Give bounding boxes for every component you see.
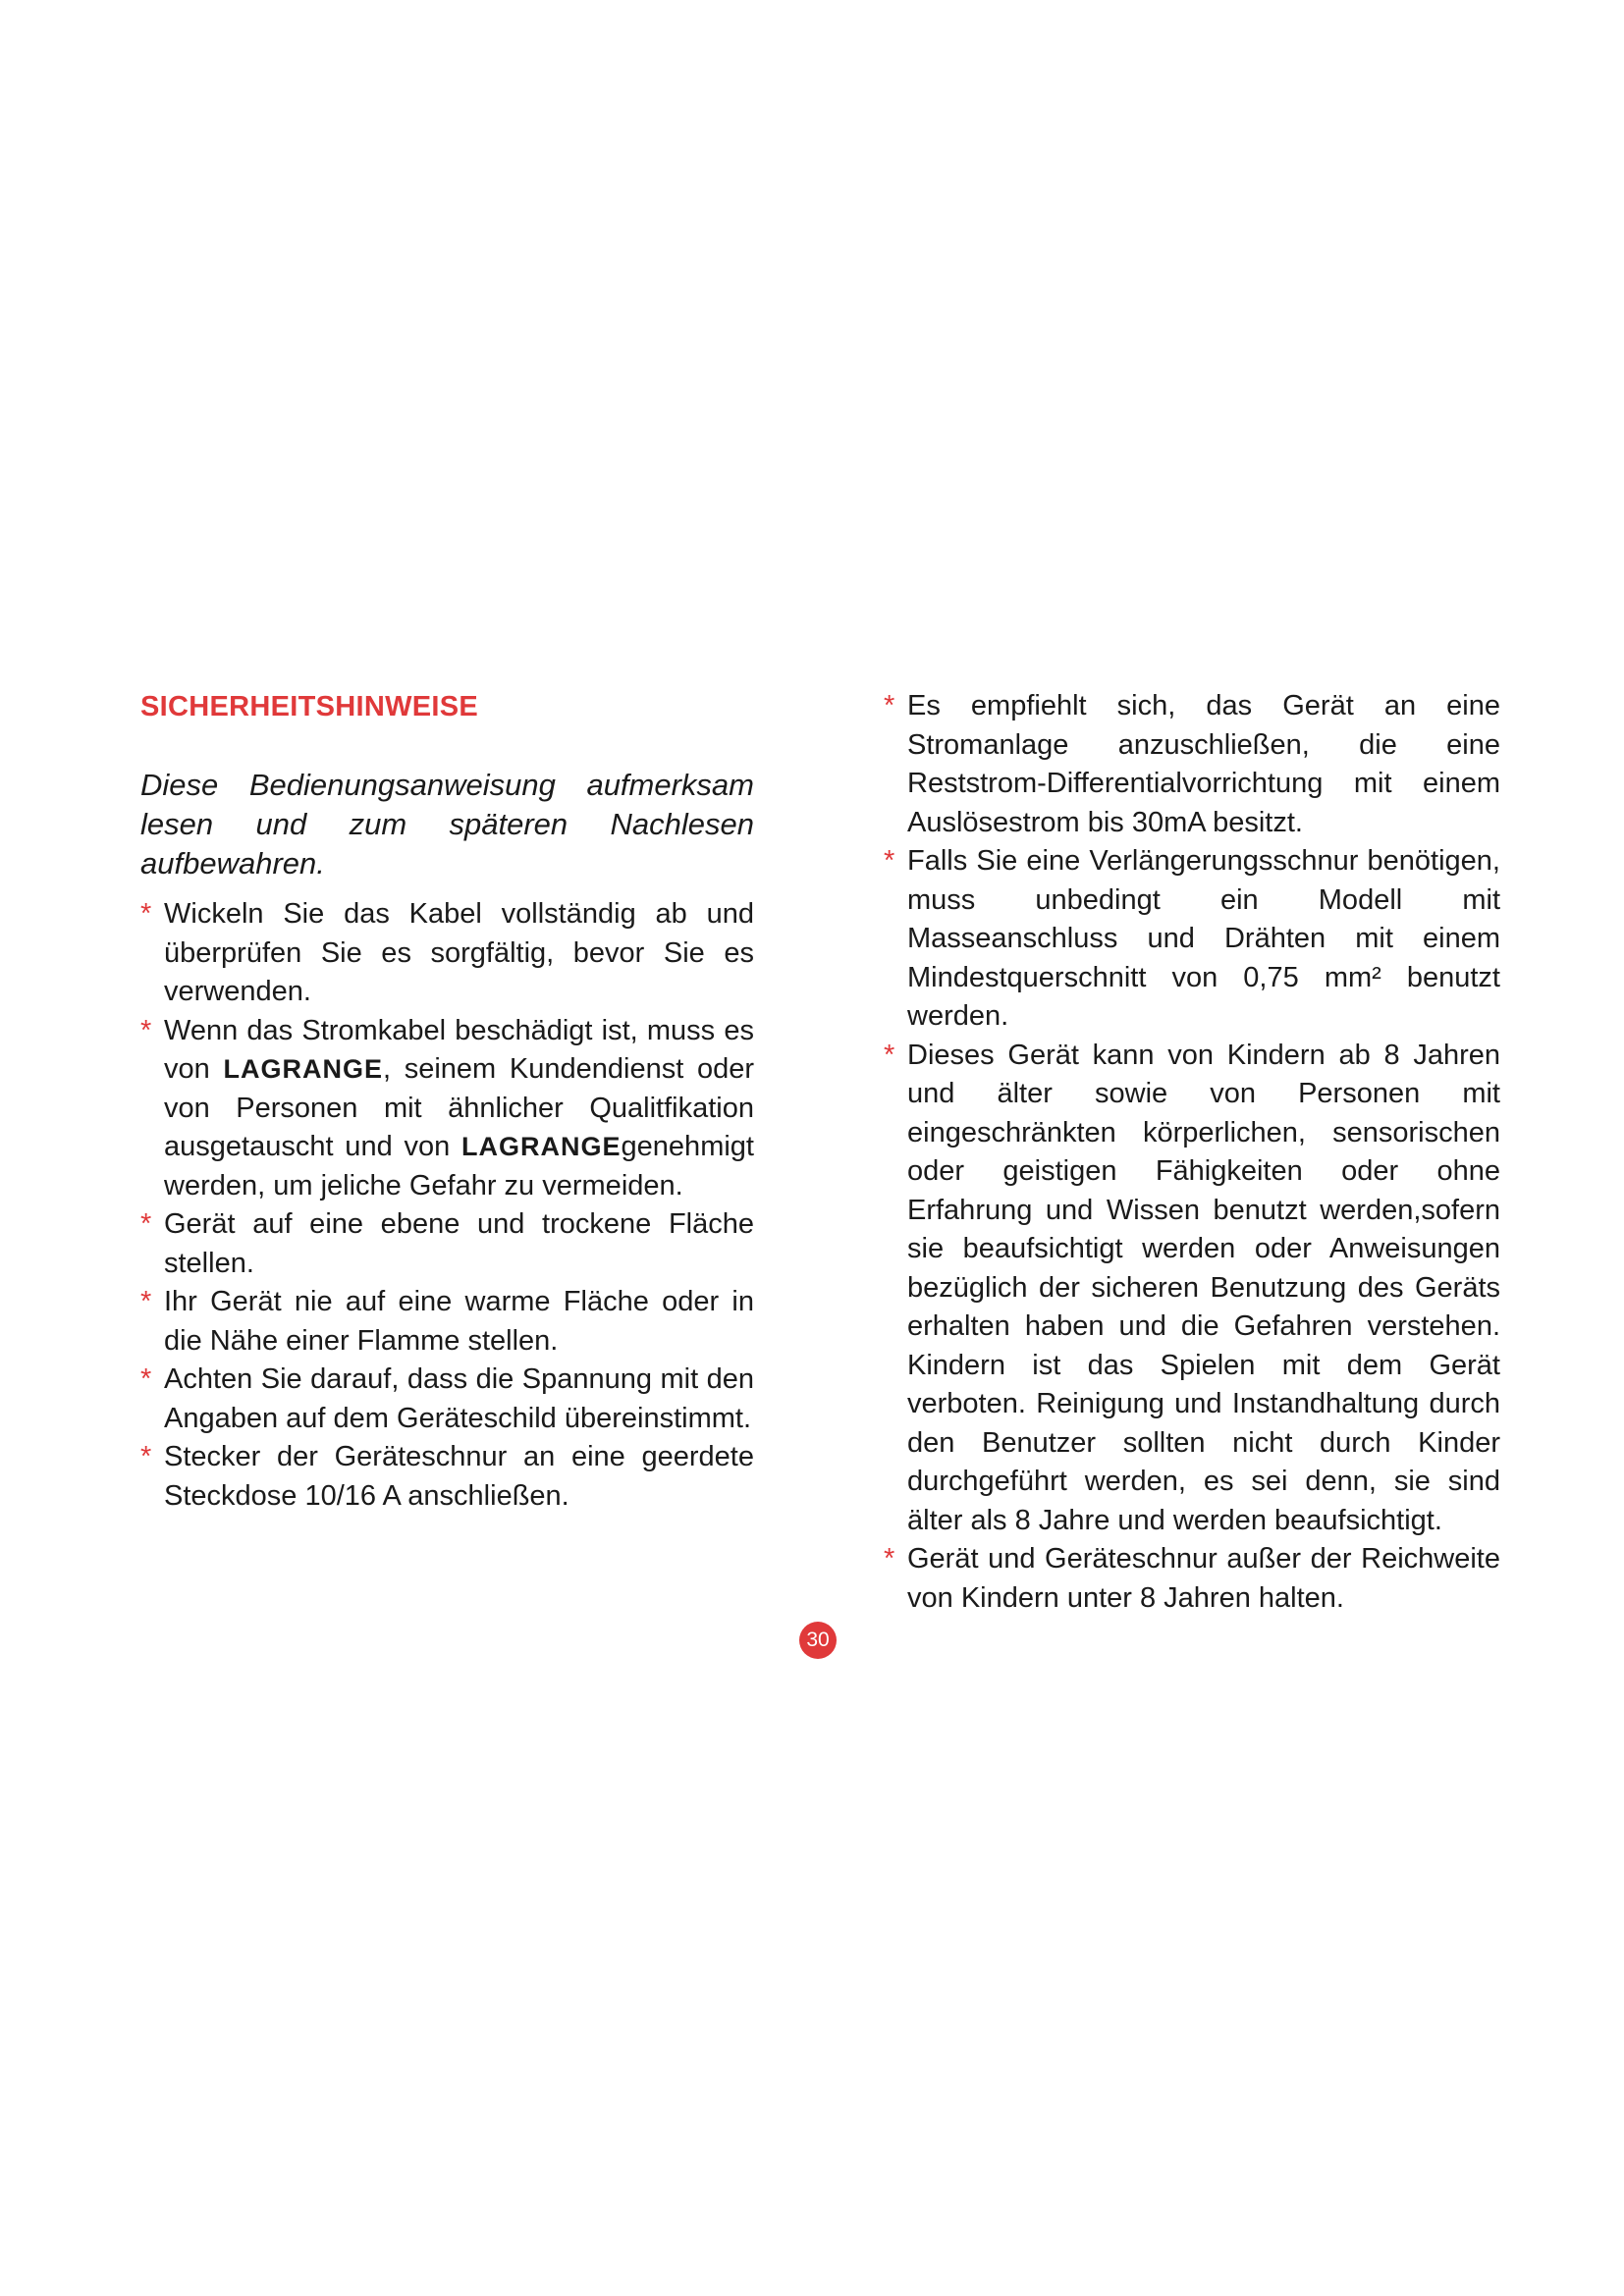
brand-logo-text: LAGRANGE — [223, 1054, 383, 1084]
list-item — [140, 1012, 754, 1206]
list-item — [140, 1283, 754, 1361]
asterisk-bullet-icon: * — [140, 1441, 152, 1472]
asterisk-bullet-icon: * — [140, 1208, 152, 1240]
item-text: Wenn das Stromkabel beschädigt ist, muss es von — [164, 1014, 754, 1085]
list-item — [140, 895, 754, 1012]
page-number-badge: 30 — [799, 1622, 837, 1659]
list-item — [884, 1037, 1500, 1541]
brand-logo-text: LAGRANGE — [461, 1132, 622, 1161]
item-text: Falls Sie eine Verlängerungsschnur benötigen, muss unbedingt ein Modell mit Masseanschluss und Drähten mit einem Mindestquerschnitt von 0,75 mm² benutzt werden. — [907, 845, 1500, 1032]
item-text: Es empfiehlt sich, das Gerät an eine Stromanlage anzuschließen, die eine Reststrom-Differentialvorrichtung mit einem Auslösestrom bis 30mA besitzt. — [907, 690, 1500, 838]
safety-list-right — [884, 687, 1500, 1618]
list-item — [140, 1361, 754, 1438]
list-item — [140, 1205, 754, 1283]
list-item — [884, 687, 1500, 842]
asterisk-bullet-icon: * — [140, 898, 152, 930]
list-item — [140, 1438, 754, 1516]
item-text: Gerät auf eine ebene und trockene Fläche stellen. — [164, 1208, 754, 1279]
asterisk-bullet-icon: * — [884, 1039, 895, 1071]
item-text: Ihr Gerät nie auf eine warme Fläche oder in die Nähe einer Flamme stellen. — [164, 1286, 754, 1357]
item-text: Dieses Gerät kann von Kindern ab 8 Jahren und älter sowie von Personen mit eingeschränkten körperlichen, sensorischen oder geistigen Fähigkeiten oder ohne Erfahrung und Wissen benutzt werden,sofern sie beaufsichtigt werden oder Anweisungen bezüglich der sicheren Benutzung des Geräts erhalten haben und die Gefahren verstehen. Kindern ist das Spielen mit dem Gerät verboten. Reinigung und Instandhaltung durch den Benutzer sollten nicht durch Kinder durchgeführt werden, es sei denn, sie sind älter als 8 Jahre und werden beaufsichtigt. — [907, 1039, 1500, 1536]
asterisk-bullet-icon: * — [884, 1543, 895, 1575]
asterisk-bullet-icon: * — [140, 1286, 152, 1317]
item-text: Achten Sie darauf, dass die Spannung mit den Angaben auf dem Geräteschild übereinstimmt. — [164, 1363, 754, 1434]
item-text: Wickeln Sie das Kabel vollständig ab und überprüfen Sie es sorgfältig, bevor Sie es verwenden. — [164, 898, 754, 1007]
left-column — [140, 687, 754, 1516]
list-item — [884, 1540, 1500, 1618]
asterisk-bullet-icon: * — [884, 690, 895, 721]
asterisk-bullet-icon: * — [140, 1363, 152, 1395]
list-item — [884, 842, 1500, 1037]
item-text: genehmigt werden, um jeliche Gefahr zu vermeiden. — [164, 1131, 754, 1201]
section-heading: SICHERHEITSHINWEISE — [140, 691, 479, 722]
asterisk-bullet-icon: * — [140, 1014, 152, 1046]
intro-text: Diese Bedienungsanweisung aufmerksam lesen und zum späteren Nachlesen aufbewahren. — [140, 768, 754, 881]
asterisk-bullet-icon: * — [884, 845, 895, 877]
item-text: Gerät und Geräteschnur außer der Reichweite von Kindern unter 8 Jahren halten. — [907, 1543, 1500, 1614]
item-text: , seinem Kundendienst oder von Personen mit ähnlicher Qualitfikation ausgetauscht und von — [164, 1053, 754, 1162]
right-column — [884, 687, 1500, 1618]
item-text: Stecker der Geräteschnur an eine geerdete Steckdose 10/16 A anschließen. — [164, 1441, 754, 1512]
safety-list-left — [140, 895, 754, 1516]
